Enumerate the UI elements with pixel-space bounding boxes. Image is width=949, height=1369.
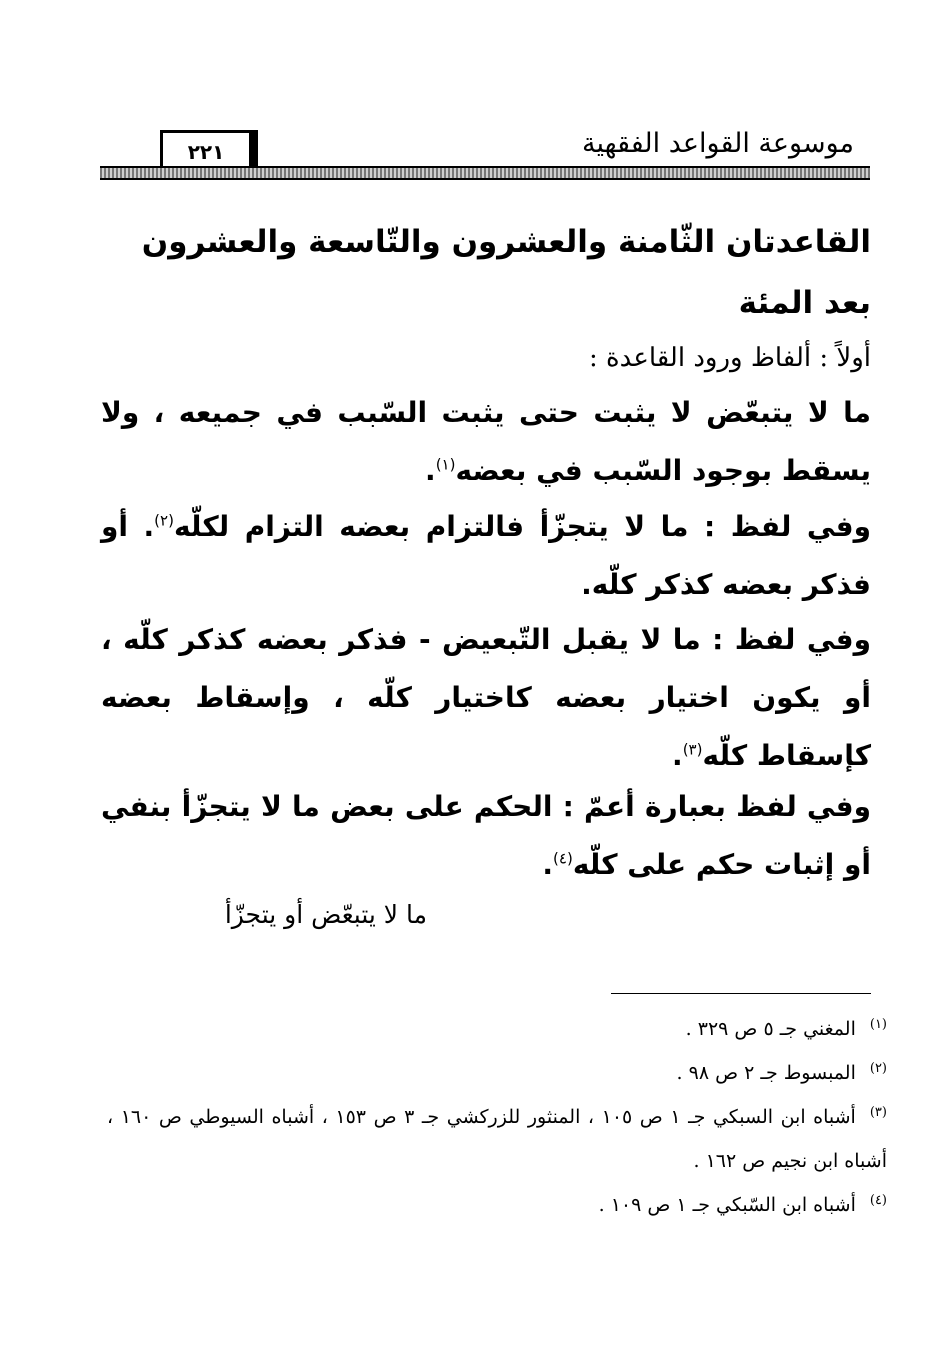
plain-text-line: ما لا يتبعّض أو يتجزّأ xyxy=(224,900,427,929)
footnote-number: (٢) xyxy=(869,1060,887,1076)
footnotes-list xyxy=(107,1007,887,1227)
header-rule xyxy=(100,166,870,180)
paragraph-2-text-b: . أو فذكر بعضه كذكر كلّه. xyxy=(101,510,871,601)
footnote-2 xyxy=(107,1051,887,1095)
footnote-4 xyxy=(107,1183,887,1227)
footnote-text: أشباه ابن السّبكي جـ ١ ص ١٠٩ . xyxy=(598,1194,856,1216)
paragraph-4-text: وفي لفظ بعبارة أعمّ : الحكم على بعض ما لا يتجزّأ بنفي أو إثبات حكم على كلّه xyxy=(101,790,871,881)
paragraph-4: وفي لفظ بعبارة أعمّ : الحكم على بعض ما لا يتجزّأ بنفي أو إثبات حكم على كلّه$^{(٤)}$. xyxy=(101,790,871,881)
paragraph-3-text: وفي لفظ : ما لا يقبل التّبعيض - فذكر بعضه كذكر كلّه ، أو يكون اختيار بعضه كاختيار كلّه ، وإسقاط بعضه كإسقاط كلّه xyxy=(101,623,871,772)
running-header-title: موسوعة القواعد الفقهية xyxy=(582,128,854,159)
footnote-text: المغني جـ ٥ ص ٣٢٩ . xyxy=(685,1018,856,1040)
footnote-ref-4: (٤) xyxy=(553,849,573,868)
footnote-3 xyxy=(107,1095,887,1183)
footnote-ref-1: (١) xyxy=(435,455,456,474)
footnote-ref-3: (٣) xyxy=(682,740,703,759)
paragraph-2-text-a: وفي لفظ : ما لا يتجزّأ فالتزام بعضه التزام لكلّه xyxy=(173,510,871,543)
paragraph-3: وفي لفظ : ما لا يقبل التّبعيض - فذكر بعضه كذكر كلّه ، أو يكون اختيار بعضه كاختيار كلّه ، وإسقاط بعضه كإسقاط كلّه$^{(٣)}$. xyxy=(101,623,871,772)
footnote-text: أشباه ابن السبكي جـ ١ ص ١٠٥ ، المنثور للزركشي جـ ٣ ص ١٥٣ ، أشباه السيوطي ص ١٦٠ ، أشباه ابن نجيم ص ١٦٢ . xyxy=(107,1106,887,1172)
rule-heading: القاعدتان الثّامنة والعشرون والتّاسعة والعشرون بعد المئة xyxy=(141,224,871,321)
paragraph-1: ما لا يتبعّض لا يثبت حتى يثبت السّبب في جميعه ، ولا يسقط بوجود السّبب في بعضه$^{(١)}$. xyxy=(101,396,871,487)
footnote-separator xyxy=(611,993,871,994)
footnote-number: (١) xyxy=(869,1016,887,1032)
footnote-text: المبسوط جـ ٢ ص ٩٨ . xyxy=(676,1062,856,1084)
section-title: أولاً : ألفاظ ورود القاعدة : xyxy=(589,343,871,373)
page-number: ٢٢١ xyxy=(187,140,225,164)
footnote-ref-2: (٢) xyxy=(154,511,174,530)
footnote-number: (٣) xyxy=(869,1104,887,1120)
paragraph-1-text: ما لا يتبعّض لا يثبت حتى يثبت السّبب في جميعه ، ولا يسقط بوجود السّبب في بعضه xyxy=(101,396,871,487)
footnote-1 xyxy=(107,1007,887,1051)
paragraph-2 xyxy=(101,498,871,614)
footnote-number: (٤) xyxy=(869,1192,887,1208)
